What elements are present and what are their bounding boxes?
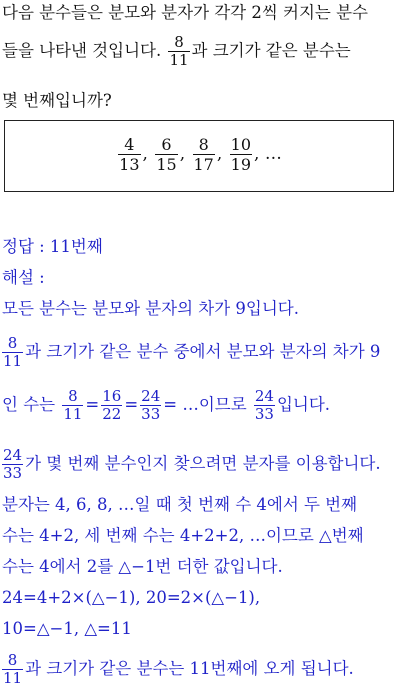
fraction-numerator: 16 (102, 387, 122, 405)
solution-line-10 (2, 652, 354, 687)
sequence-fraction-1-den: 13 (119, 155, 140, 174)
solution-line-3-mid: = …이므로 (163, 395, 247, 414)
equals-sign: = (124, 395, 139, 414)
sequence-ellipsis: … (264, 144, 282, 164)
sequence-comma: , (179, 144, 186, 164)
solution-line-7: 수는 4에서 2를 △−1번 더한 값입니다. (2, 557, 283, 576)
solution-fraction-8-11 (2, 335, 23, 370)
solution-line-2 (2, 335, 380, 370)
fraction-numerator: 8 (62, 388, 83, 406)
solution-line-3 (2, 388, 330, 423)
fraction-numerator: 8 (2, 335, 23, 353)
solution-line-3-suffix: 입니다. (276, 395, 331, 414)
target-fraction-denominator: 11 (169, 51, 189, 69)
sequence-fraction-2 (155, 135, 177, 174)
solution-fraction-8-11-final (2, 652, 23, 687)
fraction-numerator: 24 (254, 387, 274, 405)
fraction-denominator: 33 (3, 464, 23, 482)
solution-line-6: 수는 4+2, 세 번째 수는 4+2+2, …이므로 △번째 (2, 526, 364, 545)
sequence-fraction-3-den: 17 (193, 155, 214, 174)
problem-line-3: 몇 번째입니까? (2, 91, 112, 110)
solution-line-2-text: 과 크기가 같은 분수 중에서 분모와 분자의 차가 9 (25, 342, 381, 361)
sequence-fraction-3 (193, 135, 215, 174)
sequence-comma: , (142, 144, 148, 164)
fraction-denominator: 11 (3, 352, 23, 370)
sequence-fraction-3-num: 8 (193, 135, 215, 155)
fraction-numerator: 24 (141, 387, 161, 405)
target-fraction-numerator: 8 (168, 34, 189, 52)
sequence-fraction-2-den: 15 (156, 155, 177, 174)
equivalent-fraction-1 (62, 388, 83, 423)
fraction-numerator: 24 (3, 446, 23, 464)
sequence-fraction-1-num: 4 (118, 135, 140, 155)
answer: 정답 : 11번째 (2, 237, 103, 256)
solution-line-5: 분자는 4, 6, 8, …일 때 첫 번째 수 4에서 두 번째 (2, 495, 358, 514)
solution-line-8: 24=4+2×(△−1), 20=2×(△−1), (2, 588, 261, 607)
result-fraction-24-33 (254, 388, 275, 423)
sequence-fraction-4 (230, 135, 252, 174)
solution-line-9: 10=△−1, △=11 (2, 619, 132, 638)
sequence-box (4, 120, 394, 192)
fraction-sequence (5, 135, 393, 174)
sequence-comma: , (216, 144, 223, 164)
problem-line-2-suffix: 과 크기가 같은 분수는 (191, 41, 351, 60)
solution-line-3-prefix: 인 수는 (2, 395, 56, 414)
solution-line-1: 모든 분수는 분모와 분자의 차가 9입니다. (2, 299, 299, 318)
sequence-fraction-4-den: 19 (230, 155, 252, 174)
problem-line-2-prefix: 들을 나타낸 것입니다. (2, 41, 162, 60)
equals-sign: = (85, 395, 100, 414)
fraction-denominator: 11 (63, 405, 83, 423)
sequence-fraction-2-num: 6 (155, 135, 177, 155)
sequence-comma: , (254, 144, 260, 164)
solution-line-4-text: 가 몇 번째 분수인지 찾으려면 분자를 이용합니다. (25, 454, 381, 473)
problem-line-2 (2, 34, 351, 69)
solution-line-10-text: 과 크기가 같은 분수는 11번째에 오게 됩니다. (25, 659, 354, 678)
solution-line-4 (2, 447, 381, 482)
fraction-denominator: 22 (102, 405, 122, 423)
fraction-denominator: 11 (3, 669, 23, 687)
solution-heading: 해설 : (2, 268, 45, 287)
sequence-fraction-4-num: 10 (230, 135, 252, 154)
fraction-denominator: 33 (141, 405, 161, 423)
equivalent-fraction-3 (140, 388, 161, 423)
target-fraction (168, 34, 189, 69)
solution-fraction-24-33 (2, 447, 23, 482)
fraction-numerator: 8 (2, 652, 23, 670)
equivalent-fraction-2 (101, 388, 122, 423)
fraction-denominator: 33 (254, 405, 274, 423)
problem-line-1: 다음 분수들은 분모와 분자가 각각 2씩 커지는 분수 (2, 3, 368, 22)
sequence-fraction-1 (118, 135, 140, 174)
